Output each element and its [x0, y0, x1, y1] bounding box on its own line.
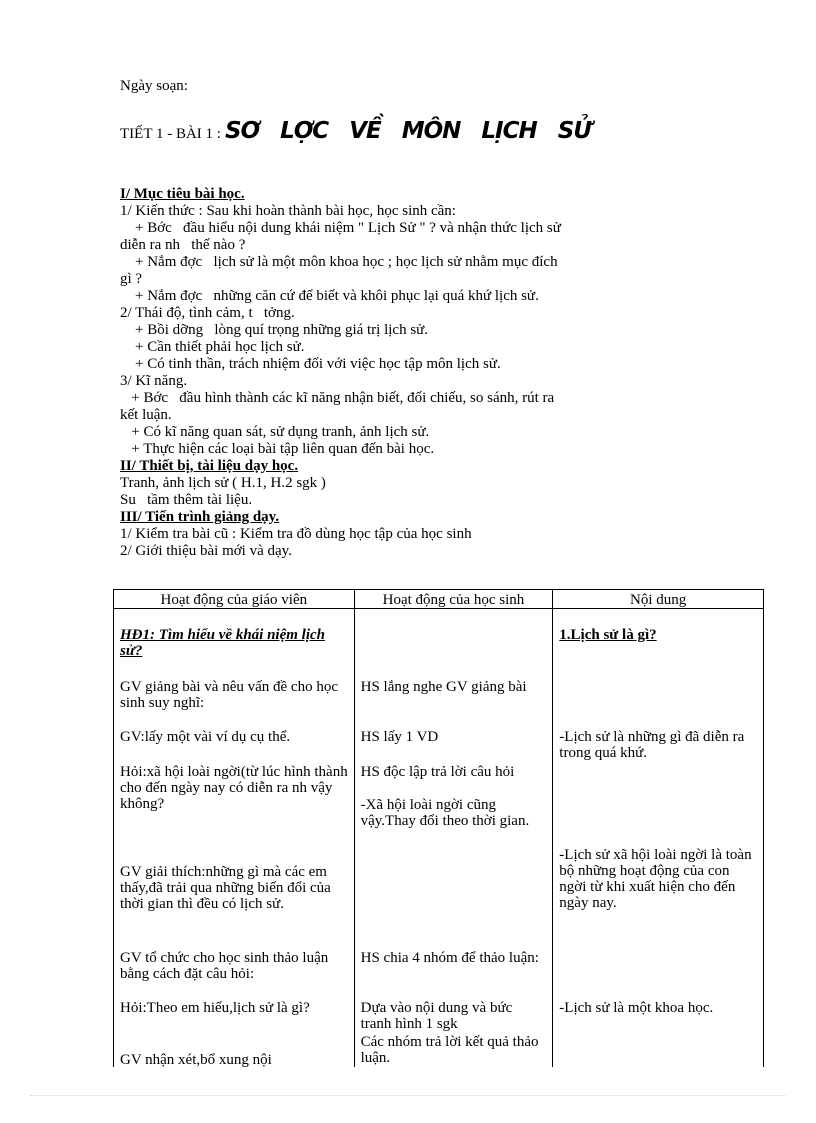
- body-line: 1/ Kiểm tra bài cũ : Kiểm tra đồ dùng học tập của học sinh: [120, 526, 472, 542]
- content-column: [553, 609, 764, 1068]
- gv-text: Hỏi:xã hội loài ngời(từ lúc hình thành cho đến ngày nay có diễn ra nh vậy không?: [120, 764, 348, 812]
- table-header-row: [114, 590, 764, 609]
- body-line: + Nắm đợc lịch sử là một môn khoa học ; học lịch sử nhằm mục đích: [120, 254, 558, 270]
- gv-text: GV:lấy một vài ví dụ cụ thể.: [120, 729, 291, 745]
- body-line: 3/ Kĩ năng.: [120, 373, 188, 389]
- teacher-column: [114, 609, 355, 1068]
- body-line: 2/ Thái độ, tình cảm, t tởng.: [120, 305, 295, 321]
- body-line: + Có kĩ năng quan sát, sử dụng tranh, ảnh lịch sử.: [120, 424, 430, 440]
- section-heading: II/ Thiết bị, tài liệu dạy học.: [120, 458, 299, 474]
- gv-text: GV tổ chức cho học sinh thảo luận bằng cách đặt câu hỏi:: [120, 950, 329, 982]
- section-heading: I/ Mục tiêu bài học.: [120, 186, 245, 202]
- gv-text: GV giải thích:những gì mà các em thấy,đã trải qua những biến đổi của thời gian thì đều có lịch sử.: [120, 864, 331, 912]
- lesson-heading: [120, 118, 591, 144]
- header-student: Hoạt động của học sinh: [354, 590, 553, 609]
- lesson-prefix: TIẾT 1 - BÀI 1 :: [120, 126, 221, 142]
- body-line: + Bớc đầu hình thành các kĩ năng nhận biết, đối chiếu, so sánh, rút ra: [120, 390, 555, 406]
- section-heading: III/ Tiến trình giảng dạy.: [120, 509, 280, 525]
- student-column: [354, 609, 553, 1068]
- body-line: + Bồi dỡng lòng quí trọng những giá trị lịch sử.: [120, 322, 429, 338]
- nd-text: -Lịch sử là những gì đã diễn ra trong quá khứ.: [559, 729, 745, 761]
- hs-text: Dựa vào nội dung và bức tranh hình 1 sgk: [360, 1000, 513, 1032]
- gv-text: GV nhận xét,bổ xung nội: [120, 1052, 272, 1068]
- lesson-objectives: [120, 186, 561, 560]
- body-line: 1/ Kiến thức : Sau khi hoàn thành bài học, học sinh cần:: [120, 203, 456, 219]
- nd-text: -Lịch sử là một khoa học.: [559, 1000, 714, 1016]
- body-line: gì ?: [120, 271, 143, 287]
- body-line: Tranh, ảnh lịch sử ( H.1, H.2 sgk ): [120, 475, 326, 491]
- gv-text: Hỏi:Theo em hiểu,lịch sử là gì?: [120, 1000, 310, 1016]
- body-line: + Có tinh thần, trách nhiệm đối với việc học tập môn lịch sử.: [120, 356, 501, 372]
- header-content: Nội dung: [553, 590, 764, 609]
- date-label: Ngày soạn:: [120, 78, 188, 94]
- body-line: Su tầm thêm tài liệu.: [120, 492, 253, 508]
- body-line: kết luận.: [120, 407, 172, 423]
- body-line: diễn ra nh thế nào ?: [120, 237, 246, 253]
- hs-text: -Xã hội loài ngời cũng vậy.Thay đổi theo thời gian.: [360, 797, 530, 829]
- header-teacher: Hoạt động của giáo viên: [114, 590, 355, 609]
- hs-text: HS lấy 1 VD: [360, 729, 439, 745]
- hs-text: HS chia 4 nhóm để thảo luận:: [360, 950, 539, 966]
- nd-title: 1.Lịch sử là gì?: [559, 627, 657, 643]
- body-line: + Cần thiết phải học lịch sử.: [120, 339, 305, 355]
- hd1-title: HĐ1: Tìm hiểu về khái niệm lịch sử?: [120, 627, 325, 659]
- table-row: [114, 609, 764, 1068]
- body-line: 2/ Giới thiệu bài mới và dạy.: [120, 543, 292, 559]
- hs-text: Các nhóm trả lời kết quả thảo luận.: [360, 1034, 539, 1066]
- body-line: + Bớc đầu hiểu nội dung khái niệm " Lịch Sử " ? và nhận thức lịch sử: [120, 220, 561, 236]
- hs-text: HS lắng nghe GV giảng bài: [360, 679, 527, 695]
- gv-text: GV giảng bài và nêu vấn đề cho học sinh suy nghĩ:: [120, 679, 338, 711]
- nd-text: -Lịch sử xã hội loài ngời là toàn bộ những hoạt động của con ngời từ khi xuất hiện cho đến ngày nay.: [559, 847, 752, 911]
- activity-table: [113, 589, 764, 1067]
- body-line: + Thực hiện các loại bài tập liên quan đến bài học.: [120, 441, 435, 457]
- page-footer-divider: [30, 1095, 786, 1096]
- hs-text: HS độc lập trả lời câu hỏi: [360, 764, 515, 780]
- lesson-title: SƠ LỢC VỀ MÔN LỊCH SỬ: [224, 118, 591, 144]
- body-line: + Nắm đợc những căn cứ để biết và khôi phục lại quá khứ lịch sử.: [120, 288, 539, 304]
